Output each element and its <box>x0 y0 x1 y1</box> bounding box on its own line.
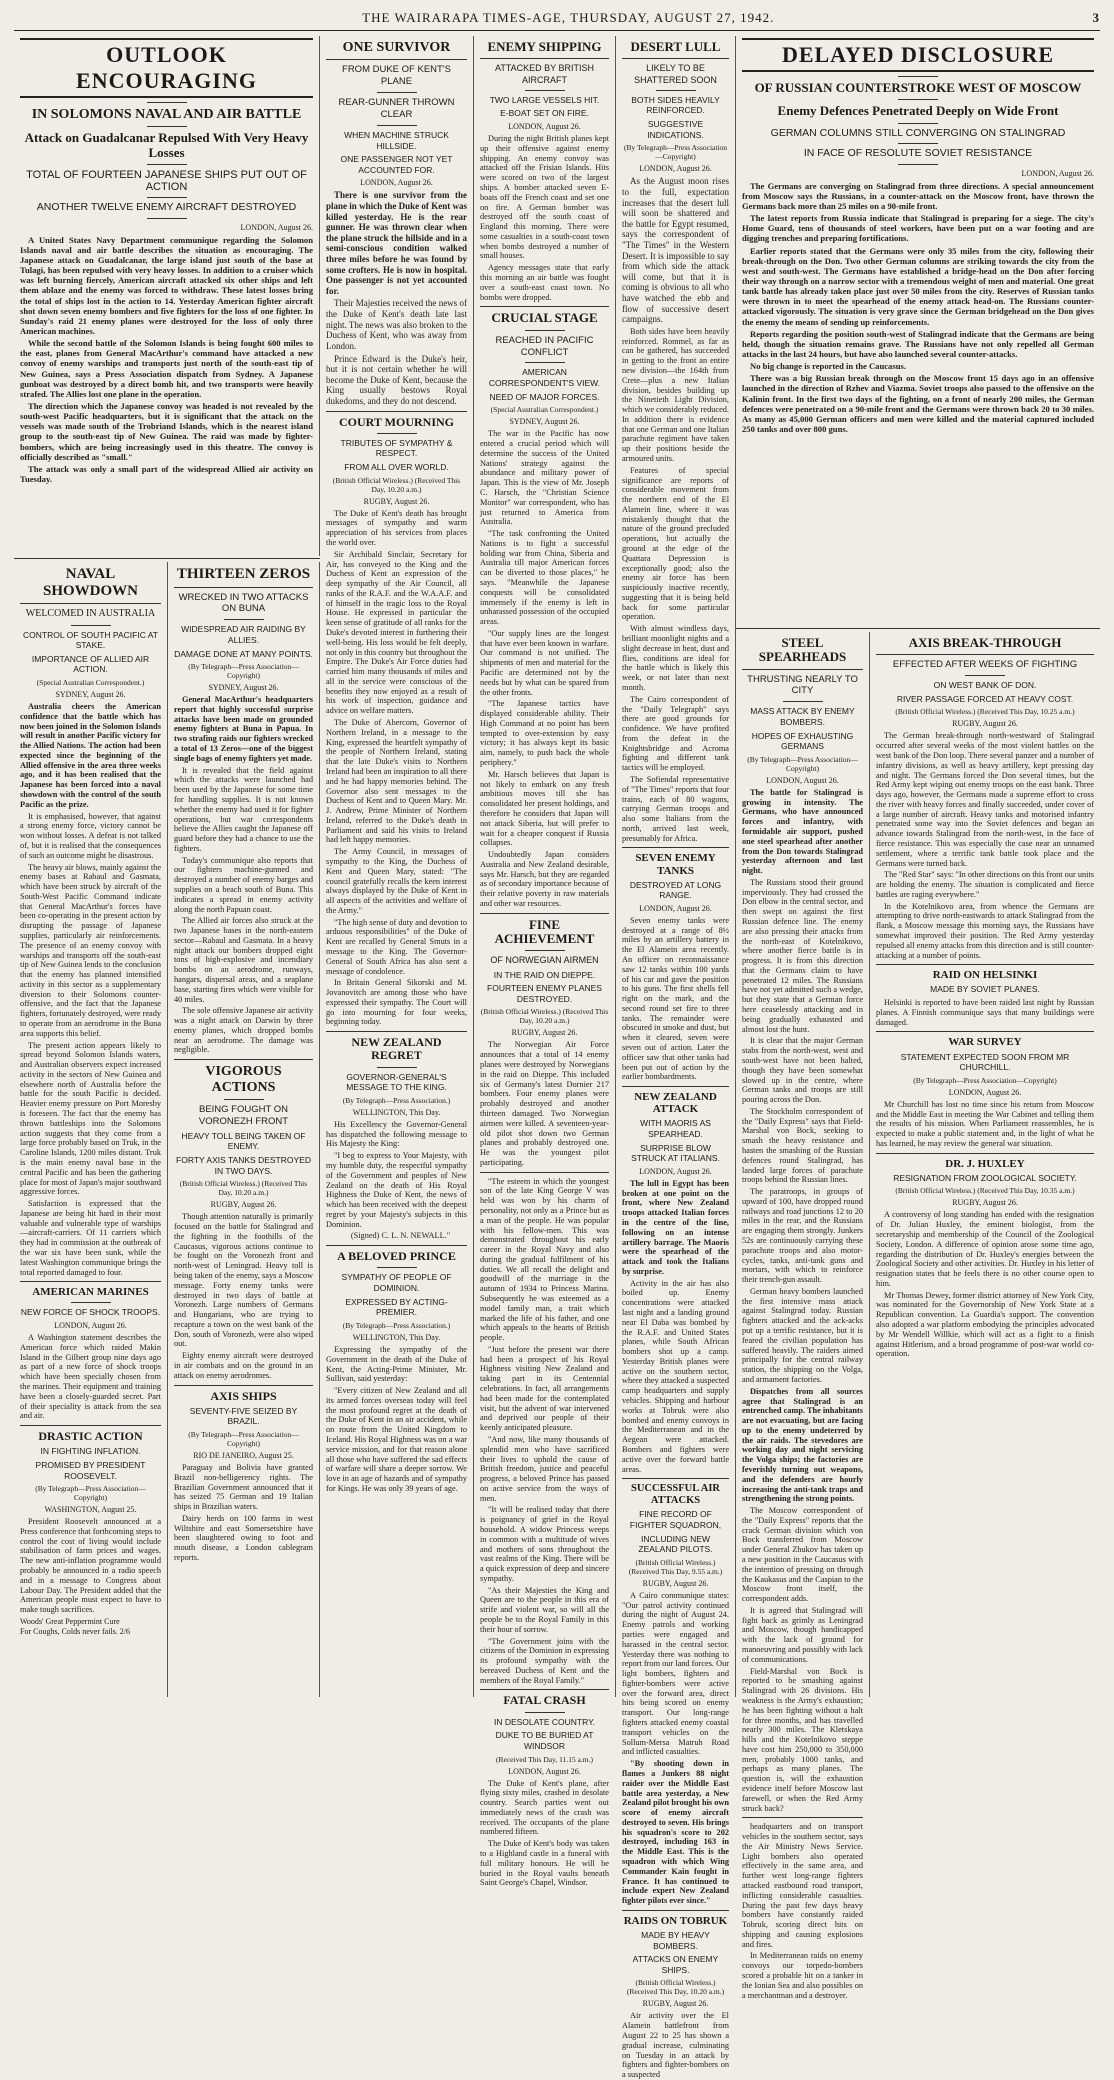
crucial-body <box>480 429 609 909</box>
delayed-subhead-1: OF RUSSIAN COUNTERSTROKE WEST OF MOSCOW <box>754 80 1082 95</box>
fine-headline: FINE ACHIEVEMENT <box>494 916 595 947</box>
raids-body <box>622 2011 729 2079</box>
breakthrough-article <box>870 632 1100 1697</box>
paragraph: As the August moon rises to the full, expectation increases that the desert lull will soon be shattered and the battle for Egypt resumed, says the correspondent of "The Times" in the Western Desert. It is impossible to say from which side the attack will come, but that it is coming is obvious to all who have watched the ebb and flow of successive desert campaigns. <box>622 176 729 325</box>
marines-headline: AMERICAN MARINES <box>32 1286 149 1299</box>
steel-body <box>742 788 863 1813</box>
paragraph: "I beg to express to Your Majesty, with my humble duty, the respectful sympathy of the Government and peoples of New Zealand on the death of His Royal Highness the Duke of Kent, the news of which has been received with the deepest regret by your Majesty's subjects in this Dominion. <box>326 1151 467 1229</box>
successful-subhead-1: FINE RECORD OF FIGHTER SQUADRON, <box>629 1509 722 1531</box>
paragraph: It is revealed that the field against which the attacks were launched had been used by the Japanese for some time for handling supplies. It is not known whether the enemy had used it for fighter operations, but war correspondents believe the Allies caught the Japanese off guard before they had a chance to use the fighters. <box>174 765 313 853</box>
fine-subhead-3: FOURTEEN ENEMY PLANES DESTROYED. <box>487 983 602 1004</box>
mourning-dateline: RUGBY, August 26. <box>363 496 430 506</box>
vigorous-subhead-3: FORTY AXIS TANKS DESTROYED IN TWO DAYS. <box>176 1155 311 1176</box>
paragraph: "It will be realised today that there is poignancy of grief in the Royal household. A widow Princess weeps in common with a multitude of wives and mothers of sons throughout the vast realms of the King. There will be a quick expression of deep and sincere sympathy. <box>480 1505 609 1583</box>
paragraph: The Duke of Kent's death has brought messages of sympathy and warm appreciation of his services from places the world over. <box>326 508 467 547</box>
nz-attack-body <box>622 1179 729 1474</box>
naval-body <box>20 702 161 1277</box>
nz-attack-headline: NEW ZEALAND ATTACK <box>634 1091 717 1116</box>
outlook-headline: OUTLOOK ENCOURAGING <box>20 38 313 98</box>
mourning-subhead-1: TRIBUTES OF SYMPATHY & RESPECT. <box>340 437 453 459</box>
advert-text: For Coughs, Colds never fails. 2/6 <box>20 1626 130 1636</box>
breakthrough-headline: AXIS BREAK-THROUGH <box>908 635 1062 650</box>
paragraph: A United States Navy Department communique regarding the Solomon Islands naval and air battle describes the situation as encouraging. The Japanese attack on Guadalcanar, the large island just south of the base at Tulagi, has been repulsed with very heavy losses. In addition to a cruiser which was left burning fiercely, American aircraft attacked six other ships and left them ablaze and the enemy was forced to withdraw. These latest losses bring the total of ships lost in the action to 14. Yesterday American fighter aircraft shot down seven enemy bombers and five fighters for the loss of one fighter. In Sunday's raid 21 enemy planes were destroyed for the loss of only three American machines. <box>20 234 313 336</box>
beloved-subhead-2: EXPRESSED BY ACTING-PREMIER. <box>345 1296 448 1318</box>
paragraph: The battle for Stalingrad is growing in intensity. The Germans, who have announced forces and infantry, with formidable air support, pushed one steel spearhead after another from the Don towards Stalingrad yesterday afternoon and last night. <box>742 787 863 876</box>
mourning-credit: (British Official Wireless.) (Received This Day, 10.20 a.m.) <box>332 475 461 494</box>
raids-subhead-2: ATTACKS ON ENEMY SHIPS. <box>632 1954 719 1975</box>
war-survey-dateline: LONDON, August 26. <box>948 1087 1022 1097</box>
outlook-dateline: LONDON, August 26. <box>240 222 313 232</box>
steel-subhead-1: THRUSTING NEARLY TO CITY <box>747 673 858 697</box>
seven-headline: SEVEN ENEMY TANKS <box>635 852 716 877</box>
paragraph: It is clear that the major German stabs from the north-west, west and south-west have not been halted, though they have been somewhat slowed up in the centre, where German tanks and troops are still pouring across the Don. <box>742 1036 863 1105</box>
marines-body <box>20 1333 161 1421</box>
paragraph: Seven enemy tanks were destroyed at a range of 8½ miles by an artillery battery in the El Alamein area recently. An officer on reconnaissance saw 12 tanks within 100 yards of his car and gave the position to his guns. The first shells fell right on the mark, and the second round set fire to three tanks. The remainder were obscured in smoke and dust, but when it cleared, seven were seven out of action. Later the officer saw that other tanks had been put out of action by the earlier bombardments. <box>622 915 729 1082</box>
paragraph: A controversy of long standing has ended with the resignation of Dr. Julian Huxley, the eminent biologist, from the secretaryship and membership of the Council of the Zoological Society, London. A difference of opinion arose some time ago, regarding the distribution of Dr. Huxley's energies between the Zoological Society and other activities. Dr. Huxley in his letter of resignation states that he feels there is no other course open to him. <box>876 1210 1094 1288</box>
mourning-subhead-2: FROM ALL OVER WORLD. <box>344 462 449 473</box>
steel-dateline: LONDON, August 26. <box>766 775 839 785</box>
crucial-subhead-1: REACHED IN PACIFIC CONFLICT <box>495 334 594 358</box>
breakthrough-credit: (British Official Wireless.) (Received This Day, 10.25 a.m.) <box>895 707 1075 717</box>
paragraph: In Mediterranean raids on enemy convoys our torpedo-bombers scored a probable hit on a tanker in the Ionian Sea and also possibles on a merchantman and a destroyer. <box>742 1951 863 2000</box>
paragraph: Undoubtedly Japan considers Australia and New Zealand desirable, says Mr. Harsch, but they are regarded as of secondary importance because of their relative poverty in raw materials and other war resources. <box>480 850 609 908</box>
enemy-shipping-headline: ENEMY SHIPPING <box>487 39 602 54</box>
thirteen-article <box>168 562 320 1697</box>
paragraph: The attack was only a small part of the widespread Allied air activity on Tuesday. <box>20 463 313 484</box>
drastic-credit: (By Telegraph—Press Association—Copyright) <box>35 1484 146 1503</box>
paragraph: Prince Edward is the Duke's heir, but it is not certain whether he will become the Duke of Kent, because the King usually bestows Royal dukedoms, and they do not descend. <box>326 353 467 406</box>
breakthrough-subhead-1: EFFECTED AFTER WEEKS OF FIGHTING <box>892 659 1078 671</box>
advert <box>20 1617 161 1636</box>
thirteen-dateline: SYDNEY, August 26. <box>208 683 279 693</box>
nz-regret-subhead: GOVERNOR-GENERAL'S MESSAGE TO THE KING. <box>346 1071 447 1093</box>
breakthrough-dateline: RUGBY, August 26. <box>952 719 1018 729</box>
masthead <box>14 6 1100 31</box>
nz-attack-dateline: LONDON, August 26. <box>639 1166 712 1176</box>
seven-body <box>622 916 729 1082</box>
thirteen-headline: THIRTEEN ZEROS <box>176 566 311 582</box>
paragraph: "The task confronting the United Nations is to fight a successful holding war from China, Siberia and Australia till major American forces can be diverted to those places," he says. "Meanwhile the Japanese conquests will be consolidated immensely if the enemy is left in unharassed possession of the occupied areas. <box>480 529 609 627</box>
fatal-dateline: LONDON, August 26. <box>508 1766 581 1776</box>
marines-dateline: LONDON, August 26. <box>54 1321 127 1331</box>
paragraph: Australia cheers the American confidence that the battle which has now been joined in the Solomon Islands will result in another Pacific victory for the Allied Nations. The action had been expected since the beginning of the Allied offensive in the area three weeks ago, and it has been realised that the Japanese has been forced into a naval showdown with the control of the south Pacific as the prize. <box>20 702 161 809</box>
fine-dateline: RUGBY, August 26. <box>511 1028 578 1038</box>
thirteen-credit: (By Telegraph—Press Association—Copyright) <box>188 662 299 681</box>
paragraph: The Norwegian Air Force announces that a total of 14 enemy planes were destroyed by Norwegians in the raid on Dieppe. This included six of Germany's latest Dornier 217 bombers. Four enemy planes were probably destroyed and another thirteen damaged. Two Norwegian airmen were killed. A seventeen-year-old pilot shot down two German planes and probably destroyed one. He was the youngest pilot participating. <box>480 1040 609 1167</box>
outlook-subhead-1: IN SOLOMONS NAVAL AND AIR BATTLE <box>31 107 302 122</box>
outlook-subhead-4: ANOTHER TWELVE ENEMY AIRCRAFT DESTROYED <box>36 201 297 214</box>
paragraph: Air activity over the El Alamein battlefront from August 22 to 25 has shown a gradual increase, culminating on Tuesday in an attack by fighters and fighter-bombers on a suspected <box>622 2011 729 2080</box>
paragraph: headquarters and on transport vehicles in the southern sector, says the Air Ministry News Service. Light bombers also operated effectively in the same area, and further west long-range fighters attacked eastbound road transport, inflicting considerable casualties. During the past few days heavy bombers have constantly raided Tobruk, scoring direct hits on shipping and causing explosions and fires. <box>742 1822 863 1949</box>
helsinki-subhead: MADE BY SOVIET PLANES. <box>930 984 1040 995</box>
raids-dateline: RUGBY, August 26. <box>642 1999 709 2009</box>
fatal-credit: (Received This Day, 11.15 a.m.) <box>496 1754 593 1764</box>
naval-headline: NAVAL SHOWDOWN <box>42 566 138 599</box>
steel-credit: (By Telegraph—Press Association—Copyright) <box>747 754 858 773</box>
beloved-dateline: WELLINGTON, This Day. <box>352 1332 441 1342</box>
outlook-body <box>20 235 313 484</box>
breakthrough-subhead-2: ON WEST BANK OF DON. <box>933 680 1037 691</box>
paragraph: Reports regarding the position south-west of Stalingrad indicate that the Germans are being held, though the situation remains grave. The Russians have not only repelled all German attacks in the last 24 hours, but have also launched several counter-attacks. <box>742 328 1094 359</box>
paragraph: Dispatches from all sources agree that Stalingrad is an entrenched camp. The inhabitants are not evacuating, but are facing up to the enemy undeterred by the air raids. The stevedores are working day and night servicing the Volga ships; the factories are feverishly turning out weapons, and the defenders are hourly increasing the anti-tank traps and strengthening the strong points. <box>742 1386 863 1504</box>
paragraph: His Excellency the Governor-General has dispatched the following message to His Majesty the King: <box>326 1119 467 1149</box>
fine-subhead-1: OF NORWEGIAN AIRMEN <box>490 955 599 966</box>
axis-ships-headline: AXIS SHIPS <box>210 1388 277 1403</box>
fatal-subhead-2: DUKE TO BE BURIED AT WINDSOR <box>495 1730 594 1751</box>
paragraph: General MacArthur's headquarters report that highly successful surprise attacks have been made on grounded enemy fighters at Buna in Papua. In two strafing raids our fighters wrecked a total of 13 Zeros—one of the biggest single bags of enemy fighters yet made. <box>174 695 313 763</box>
paragraph: The latest reports from Russia indicate that Stalingrad is preparing for a siege. The city's Home Guard, tens of thousands of steel workers, have been put on a war footing and are digging trenches and preparing fortifications. <box>742 213 1094 244</box>
nz-regret-headline: NEW ZEALAND REGRET <box>351 1035 442 1063</box>
paragraph: The Duke of Kent's body was taken to a Highland castle in a funeral with full military honours. He will be buried in the Royal vaults beneath Saint George's Chapel, Windsor. <box>480 1839 609 1888</box>
war-survey-credit: (By Telegraph—Press Association—Copyright) <box>913 1075 1057 1085</box>
fine-subhead-2: IN THE RAID ON DIEPPE. <box>493 969 596 980</box>
nz-regret-body <box>326 1120 467 1241</box>
paragraph: Eighty enemy aircraft were destroyed in air combats and on the ground in an attack on enemy aerodromes. <box>174 1351 313 1380</box>
successful-headline: SUCCESSFUL AIR ATTACKS <box>631 1483 720 1506</box>
beloved-headline: A BELOVED PRINCE <box>337 1249 456 1264</box>
paragraph: The present action appears likely to spread beyond Solomon Islands waters, and Australian observers expect increased activity in the sectors of New Guinea and elsewhere north of Australia before the battle for the south Pacific is decided. Heavier enemy pressure on Port Moresby is foreseen. The fact that the enemy has thrown battleships into the Solomons action suggests that they come from a large force probably based on Truk, in the Caroline Islands, 1200 miles distant. Truk is the main enemy naval base in the central Pacific and has been the gathering place for most of Japan's major southward aggressive forces. <box>20 1040 161 1197</box>
paragraph: Earlier reports stated that the Germans were only 35 miles from the city, following their break-through on the Don. Two other German columns are striking towards the city from the west and south-west. The Germans have established a bridge-head on the Don after forcing their way through on a narrow sector with a tremendous weight of men and material. One great tank battle has already taken place just over 50 miles from the city. Reserves of Russian tanks were thrown in to meet the spearhead of the enemy attack head-on. The Russians counter-attacked vigorously. The situation is very grave since the German bridgehead on the Don gives the enemy the means of sending up reinforcements. <box>742 245 1094 327</box>
survivor-headline: ONE SURVIVOR <box>342 40 451 55</box>
fine-credit: (British Official Wireless.) (Received This Day, 10.20 a.m.) <box>480 1007 609 1026</box>
paragraph: Satisfaction is expressed that the Japanese are being hit hard in their most valuable and vulnerable type of warships—aircraft-carriers. Of 11 carriers which they had in commission at the outbreak of the war six have been sunk, while the latest Washington communique brings the total reported damaged to four. <box>20 1199 161 1277</box>
paragraph: In Britain General Sikorski and M. Jovanovitch are among those who have expressed their sympathy. The Court will go into mourning for four weeks, beginning today. <box>326 978 467 1027</box>
vigorous-body <box>174 1212 313 1380</box>
enemy-shipping-subhead-1: ATTACKED BY BRITISH AIRCRAFT <box>494 63 595 85</box>
paragraph: It is emphasised, however, that against a strong enemy force, victory cannot be won without losses. A defeat is not talked of, but it is realised that the consequences of such an outcome might be disastrous. <box>20 811 161 860</box>
drastic-headline: DRASTIC ACTION <box>38 1429 143 1444</box>
paragraph: "The esteem in which the youngest son of the late King George V was held was won by his charm of personality, not only as a Prince but as a man of the people. He was popular with his fellow-men. This was demonstrated throughout his early career in the Royal Navy and also during the gradual fulfilment of his duties. We all recall the delight and goodwill of the marriage in the autumn of 1934 to Princess Marina. Subsequently he was esteemed as a model family man, a trait which marked the life of his father, and one which appeals to the hearts of British people. <box>480 1176 609 1343</box>
paragraph: No big change is reported in the Caucasus. <box>750 361 906 372</box>
steel-subhead-3: HOPES OF EXHAUSTING GERMANS <box>751 730 854 752</box>
war-survey-subhead: STATEMENT EXPECTED SOON FROM MR CHURCHILL. <box>900 1051 1070 1073</box>
paragraph: The Army Council, in messages of sympathy to the King, the Duchess of Kent and Queen Mary, stated: "The council gratefully recalls the keen interest always displayed by the Duke of Kent in all aspects of the activities and welfare of the Army." <box>326 847 467 915</box>
beloved-subhead-1: SYMPATHY OF PEOPLE OF DOMINION. <box>341 1272 452 1294</box>
naval-dateline: SYDNEY, August 26. <box>55 690 126 699</box>
paragraph: There is one survivor from the plane in which the Duke of Kent was killed yesterday. He is the rear gunner. He was thrown clear when the plane struck the hillside and in a semi-conscious condition walked three miles before he was found by some crofters. He is now in hospital. One passenger is not yet accounted for. <box>326 190 467 296</box>
axis-ships-credit: (By Telegraph—Press Association—Copyright) <box>188 1430 299 1448</box>
crucial-subhead-2: AMERICAN CORRESPONDENT'S VIEW. <box>488 367 601 388</box>
column-4 <box>474 36 616 1888</box>
raids-credit: (British Official Wireless.) (Received This Day, 10.20 a.m.) <box>626 1978 725 1997</box>
axis-ships-subhead: SEVENTY-FIVE SEIZED BY BRAZIL. <box>189 1405 298 1427</box>
paragraph: It is agreed that Stalingrad will fight back as grimly as Leningrad and Moscow, though handicapped with the lack of ground for manoeuvring and possibly with lack of communications. <box>742 1605 863 1664</box>
paragraph: "The Government joins with the citizens of the Dominion in expressing its profound sympathy with the bereaved Duchess of Kent and the members of the Royal Family." <box>480 1636 609 1685</box>
paragraph: The paratroops, in groups of upward of 100, have dropped round railways and road junctions 12 to 20 miles in the rear, and the Russians are engaging them strongly. Junkers 52s are continuously carrying these parachute troops and also motor-cycles, tanks, anti-tank guns and mortars, with which to reinforce their trench-gun assault. <box>742 1187 863 1285</box>
paragraph: Helsinki is reported to have been raided last night by Russian planes. A Finnish communique says that many buildings were damaged. <box>876 998 1094 1027</box>
paragraph: "As their Majesties the King and Queen are to the people in this era of strife and violent war, so will all the people be to the Royal Family in this their hour of sorrow. <box>480 1585 609 1634</box>
desert-subhead-1: LIKELY TO BE SHATTERED SOON <box>634 63 717 85</box>
paragraph: In the Kotelnikovo area, from whence the Germans are attempting to drive north-eastwards to attack Stalingrad from the flank, a Moscow message this morning says, the Russians have somewhat improved their position. The Red Army yesterday repulsed all enemy attacks from this direction and is still counter-attacking at a number of points. <box>876 901 1094 960</box>
seven-subhead: DESTROYED AT LONG RANGE. <box>629 879 722 901</box>
delayed-subhead-2: Enemy Defences Penetrated Deeply on Wide Front <box>777 103 1059 119</box>
paragraph: The Duke of Kent's plane, after flying sixty miles, crashed in desolate country. Search parties went out immediately news of the crash was received. The occupants of the plane numbered fifteen. <box>480 1778 609 1837</box>
survivor-dateline: LONDON, August 26. <box>360 178 433 188</box>
breakthrough-body <box>876 731 1094 960</box>
huxley-credit: (British Official Wireless.) (Received This Day, 10.35 a.m.) <box>895 1186 1075 1196</box>
fine-body <box>480 1040 609 1167</box>
paragraph: Field-Marshal von Bock is reported to be smashing against Stalingrad with 26 divisions. His weakness is the Army's exhaustion; he has been fighting without a halt for three months, and has travelled nearly 300 miles. The Kletskaya hills and the Kotelnikovo steppe have cost him 250,000 to 350,000 men, probably 1000 tanks, and perhaps as many planes. The question is, will the exhaustion evidence itself before Moscow last farewell, or when the Red Army struck back? <box>742 1666 863 1813</box>
beloved-credit: (By Telegraph—Press Association.) <box>342 1320 451 1330</box>
helsinki-headline: RAID ON HELSINKI <box>932 969 1038 982</box>
fatal-body <box>480 1779 609 1889</box>
thirteen-subhead-3: DAMAGE DONE AT MANY POINTS. <box>174 648 313 659</box>
paragraph: The Germans are converging on Stalingrad from three directions. A special announcement from Moscow says the Russians, in a counter-attack on the Moscow front, have thrown the Germans back more than 25 miles on a 90-mile front. <box>742 180 1094 211</box>
stalingrad-continued <box>742 1822 863 2000</box>
naval-subhead-2: CONTROL OF SOUTH PACIFIC AT STAKE. <box>23 629 158 651</box>
thirteen-body <box>174 695 313 1055</box>
enemy-shipping-dateline: LONDON, August 26. <box>508 122 581 132</box>
naval-credit: (Special Australian Correspondent.) <box>36 678 145 687</box>
advert-title: Woods' Great Peppermint Cure <box>20 1616 120 1626</box>
survivor-subhead-4: ONE PASSENGER NOT YET ACCOUNTED FOR. <box>340 154 453 175</box>
axis-ships-body <box>174 1463 313 1563</box>
delayed-headline: DELAYED DISCLOSURE <box>742 38 1094 72</box>
drastic-subhead-2: PROMISED BY PRESIDENT ROOSEVELT. <box>35 1459 146 1481</box>
survivor-body <box>326 190 467 406</box>
paragraph: The Cairo correspondent of the "Daily Telegraph" says there are good grounds for confidence. We have profited from the defeat in the Knightsbridge and Acroma fighting and different tank tactics will be employed. <box>622 694 729 773</box>
paragraph: Mr Thomas Dewey, former district attorney of New York City, was nominated for the Governorship of New York State at a Republican convention. La Guardia's support. The convention also adopted a war platform embodying the principles advocated by Mr Wendell Willkie, which will act as a fight to a finish against Hitlerism, and a broad programme of post-war world co-operation. <box>876 1290 1094 1359</box>
paragraph: German heavy bombers launched the first intensive mass attack against Stalingrad today. Russian fighters attacked and the ack-acks put up a terrific resistance, but it is feared the civilian population has suffered heavily. The raiders aimed principally for the central railway station, the shipping on the Volga, and armament factories. <box>742 1286 863 1384</box>
successful-credit: (British Official Wireless.) (Received This Day, 9.55 a.m.) <box>628 1557 723 1576</box>
desert-subhead-3: SUGGESTIVE INDICATIONS. <box>647 119 704 140</box>
paragraph: "By shooting down in flames a Junkers 88 night raider over the Middle East battle area yesterday, a New Zealand pilot brought his own score of enemy aircraft destroyed to seven. His brings his squadron's score to 202 destroyed, including 163 in the Middle East. This is the squadron with which Wing Commander Kain fought in France. It has continued to include expert New Zealand fighter pilots ever since." <box>622 1759 729 1906</box>
huxley-dateline: RUGBY, August 26. <box>952 1198 1018 1208</box>
beloved-body <box>326 1345 467 1494</box>
paragraph: The Moscow correspondent of the "Daily Express" reports that the crack German division which von Bock transferred from Moscow under General Zhukov has taken up a new position in the Caucasus with the intention of pressing on through the Kaukasus and the Caspian to the Moscow front itself, the correspondent adds. <box>742 1506 863 1604</box>
vigorous-subhead-2: HEAVY TOLL BEING TAKEN OF ENEMY. <box>181 1130 306 1152</box>
fatal-headline: FATAL CRASH <box>503 1693 586 1708</box>
paragraph: The sole offensive Japanese air activity was a night attack on Darwin by three enemy planes, which dropped bombs near an aerodrome. The damage was negligible. <box>174 1006 313 1055</box>
mourning-body <box>326 509 467 1028</box>
desert-body <box>622 176 729 843</box>
paragraph: "Every citizen of New Zealand and all its armed forces overseas today will feel the most profound regret at the death of the Duke of Kent in an air accident, while on route from the United Kingdom to Iceland. His Royal Highness was on a war service mission, and for that reason alone all those who have suffered the sad effects of warfare will share a deeper sorrow. We love in an age of hazards and of sympathy for Kings. He was only 39 years of age. <box>326 1386 467 1493</box>
paragraph: Both sides have been heavily reinforced. Rommel, as far as can be gathered, has succeeded in getting to the front an entire new division—the 164th from Crete—plus a new Italian division, besides building up the Ninetieth Light Division, which we considerably reduced. In addition there is evidence that one German and one Italian parachute regiment have taken up their positions beside the armoured units. <box>622 326 729 463</box>
delayed-dateline: LONDON, August 26. <box>1021 168 1094 178</box>
vigorous-subhead-1: BEING FOUGHT ON VORONEZH FRONT <box>198 1104 289 1127</box>
outlook-subhead-2: Attack on Guadalcanar Repulsed With Very Heavy Losses <box>24 130 309 160</box>
desert-credit: (By Telegraph—Press Association—Copyright) <box>623 143 728 162</box>
survivor-subhead-1: FROM DUKE OF KENT'S PLANE <box>342 64 451 88</box>
paragraph: The Stockholm correspondent of the "Daily Express" says that Field-Marshal von Bock, seeking to smash the heavy resistance and hasten the smashing of the Russian defences round Stalingrad, has landed large forces of parachute troops behind the Russian lines. <box>742 1106 863 1185</box>
paragraph: The heavy air blows, mainly against the enemy bases at Rabaul and Gasmata, which have been struck by aircraft of the South-West Pacific Command indicate that General MacArthur's forces have been co-operating in the present action by disrupting the passage of Japanese supplies, particularly air reinforcements. The presence of an enemy convoy with warships and transports off the south-east tip of New Guinea lends to the conclusion that the enemy has planned intensified activity in this sector as a supplementary diversion to their Solomons counter-offensive, and the fact that the Japanese fighters, fortunately destroyed, were ready to operate from an aerodrome in the Buna area supports this belief. <box>20 862 161 1038</box>
drastic-body <box>20 1517 161 1615</box>
paragraph: The lull in Egypt has been broken at one point on the front, where New Zealand troops attacked Italian forces in the centre of the line, following on an intense artillery barrage. The Maoris were the spearhead of the attack and took the Italians by surprise. <box>622 1178 729 1276</box>
paragraph: A Washington statement describes the American force which raided Makin Island in the Gilbert group nine days ago as part of a new force of shock troops which have been specially chosen from the marines. Their equipment and training have been a closely-guarded secret. Part of their speciality is attack from the sea and air. <box>20 1333 161 1421</box>
desert-dateline: LONDON, August 26. <box>639 164 712 174</box>
crucial-dateline: SYDNEY, August 26. <box>509 417 580 427</box>
raids-subhead-1: MADE BY HEAVY BOMBERS. <box>641 1929 710 1951</box>
huxley-body <box>876 1210 1094 1359</box>
vigorous-credit: (British Official Wireless.) (Received This Day, 10.20 a.m.) <box>179 1179 308 1198</box>
paragraph: The Duke of Abercorn, Governor of Northern Ireland, in a message to the King, expressed the heartfelt sympathy of the people of Northern Ireland, stating that the late Duke's visits to Northern Ireland had been an inspiration to all there and he had happy memories behind. The Governor also sent messages to the Duchess of Kent and to Queen Mary. Mr. J. Andrew, Prime Minister of Northern Ireland, referred to the Duke's death in Parliament and said his visits to Ireland had left happy memories. <box>326 718 467 845</box>
paragraph: The Allied air forces also struck at the two Japanese bases in the north-eastern sector—Rabaul and Gasmata. In a heavy night attack our bombers dropped eight tons of high-explosive and incendiary bombs on an aerodrome, runways, hangars, dispersal areas, and a seaplane base, starting fires which were visible for 40 miles. <box>174 916 313 1004</box>
vigorous-headline: VIGOROUS ACTIONS <box>205 1064 282 1095</box>
naval-subhead-3: IMPORTANCE OF ALLIED AIR ACTION. <box>31 653 150 675</box>
desert-subhead-2: BOTH SIDES HEAVILY REINFORCED. <box>631 94 720 116</box>
crucial-headline: CRUCIAL STAGE <box>491 310 598 326</box>
page-number: 3 <box>1092 10 1100 25</box>
paragraph: Though attention naturally is primarily focused on the battle for Stalingrad and the fighting in the foothills of the Caucasus, vigorous actions continue to be fought on the Voronezh front and north-west of Leningrad. Heavy toll is being taken of the enemy, says a Moscow message. Forty enemy tanks were destroyed in two days of battle at Voronezh. Large numbers of Germans and Hungarians, who are trying to recapture a town on the west bank of the Don, south of Voronezh, were also wiped out. <box>174 1212 313 1349</box>
enemy-shipping-body <box>480 134 609 302</box>
delayed-article <box>736 36 1100 626</box>
paragraph: Agency messages state that early this morning an air battle was fought over a south-east coast town. No bombs were dropped. <box>480 263 609 302</box>
paragraph: Mr. Harsch believes that Japan is not likely to embark on any fresh ambitious moves till she has consolidated her present holdings, and therefore he considers that Japan will not attack Siberia, but will prefer to wait for a cheaper conquest if Russia collapses. <box>480 769 609 848</box>
paragraph: The Russians stood their ground imperviously. They had crossed the Don elbow in the central sector, and then swept on against the first Russian defence line. The enemy are also pressing their attacks from the north-east of Kotelnikovo, where another fierce battle is in progress. It is from this direction that the Germans claim to have penetrated 12 miles. The Russians have not yet admitted such a wedge, but they state that a German force here ceaselessly attacking and in being gradually exhausted and almost lost the hunt. <box>742 877 863 1034</box>
nz-regret-credit: (By Telegraph—Press Association.) <box>342 1095 451 1105</box>
column-5 <box>616 36 736 2080</box>
war-survey-headline: WAR SURVEY <box>948 1036 1022 1049</box>
desert-headline: DESERT LULL <box>630 39 721 54</box>
signature: (Signed) C. L. N. NEWALL." <box>350 1231 451 1241</box>
drastic-subhead-1: IN FIGHTING INFLATION. <box>40 1446 141 1457</box>
successful-dateline: RUGBY, August 26. <box>642 1578 709 1588</box>
huxley-subhead: RESIGNATION FROM ZOOLOGICAL SOCIETY. <box>893 1172 1077 1183</box>
nz-attack-subhead-2: SURPRISE BLOW STRUCK AT ITALIANS. <box>631 1142 720 1164</box>
steel-headline: STEEL SPEARHEADS <box>758 635 847 665</box>
paragraph: Features of special significance are reports of considerable movement from the northern end of the El Alamein line, where it was mistakenly thought that the nature of the ground precluded operations, but actually the ground at the edge of the Quattara Depression is exceptionally good; also the enemy air force has been suspiciously inactive recently, suggesting that it is being held back for some particular operation. <box>622 465 729 622</box>
enemy-shipping-subhead-2: TWO LARGE VESSELS HIT. <box>489 94 600 105</box>
paragraph: "The Japanese tactics have displayed considerable ability. Their High Command at no point has been tempted to over-extension by easy victory; it has always kept its basic aim, namely, to push back the whole periphery." <box>480 699 609 768</box>
successful-subhead-2: INCLUDING NEW ZEALAND PILOTS. <box>638 1533 713 1555</box>
paragraph: Today's communique also reports that our fighters machine-gunned and destroyed a number of enemy barges and supplies on a beach south of Buna. This indicates a spread in enemy activity along the north Papuan coast. <box>174 855 313 914</box>
crucial-subhead-3: NEED OF MAJOR FORCES. <box>489 391 600 402</box>
naval-article <box>14 562 168 1697</box>
axis-ships-dateline: RIO DE JANEIRO, August 25. <box>193 1451 294 1460</box>
enemy-shipping-subhead-3: E-BOAT SET ON FIRE. <box>500 108 589 119</box>
thirteen-subhead-2: WIDESPREAD AIR RAIDING BY ALLIES. <box>181 624 306 645</box>
outlook-subhead-3: TOTAL OF FOURTEEN JAPANESE SHIPS PUT OUT OF ACTION <box>26 168 307 194</box>
paragraph: "Our supply lines are the longest that have ever been known in warfare. Our command is not unified. The shipments of men and material for the Pacific are determined not by the needs but by what can be spared from the other fronts. <box>480 628 609 697</box>
outlook-article <box>14 36 320 556</box>
delayed-body <box>742 181 1094 434</box>
paragraph: The German break-through north-westward of Stalingrad occurred after several weeks of the most violent battles on the west bank of the Don loop. There several panzer and a number of infantry divisions, as well as heavy artillery, kept pressing day and night. The Germans forced the Don several times, but the Red Army kept wiping out enemy troops on the east bank. Three days ago, however, the Germans made a supreme effort to cross the river with heavy forces and finally succeeded, under cover of a large number of aircraft. Heavy tanks and motorised infantry penetrated some way into the Soviet defences and began an advance towards Stalingrad from the north-west, in the face of fierce resistance. This was especially the case near an unnamed settlement, where a terrific tank battle took place and the Germans were turned back. <box>876 731 1094 868</box>
fatal-subhead-1: IN DESOLATE COUNTRY. <box>493 1716 596 1727</box>
steel-subhead-2: MASS ATTACK BY ENEMY BOMBERS. <box>750 706 855 727</box>
nz-regret-dateline: WELLINGTON, This Day. <box>352 1107 441 1117</box>
paragraph: With almost windless days, brilliant moonlight nights and a slight decrease in heat, dust and flies, conditions are ideal for the battle which is likely this week, or not later than next month. <box>622 624 729 692</box>
thirteen-subhead-1: WRECKED IN TWO ATTACKS ON BUNA <box>178 591 309 615</box>
paragraph: While the second battle of the Solomon Islands is being fought 600 miles to the east, planes from General MacArthur's command have attacked a new convoy of enemy warships and transports just north of the south-east tip of New Guinea, says a Press Association dispatch from Sydney. A Japanese gunboat was destroyed by a direct bomb hit, and two transports were heavily strafed. The Allies lost one plane in the operation. <box>20 338 313 399</box>
paragraph: Their Majesties received the news of the Duke of Kent's death late last night. The news was also broken to the Duchess of Kent, who was away from London. <box>326 298 467 351</box>
paragraph: There was a big Russian break through on the Moscow front 15 days ago in an offensive launched in the direction of Rzhev and Viazma. Soviet troops also passed to the offensive on the Kalinin front. In the first two days of the fighting, on a front of nearly 200 miles, the German defences were penetrated on a 90-mile front and the Germans were thrown back 20 to 30 miles. As many as 45,000 German officers and men were killed and the material captured included 250 tanks and over 800 guns. <box>742 373 1094 434</box>
vigorous-dateline: RUGBY, August 26. <box>210 1200 277 1210</box>
paragraph: Expressing the sympathy of the Government in the death of the Duke of Kent, the Acting-Prime Minister, Mr. Sullivan, said yesterday: <box>326 1344 467 1384</box>
war-survey-body <box>876 1100 1094 1149</box>
helsinki-body <box>876 998 1094 1027</box>
paragraph: Dairy herds on 100 farms in west Wiltshire and east Somersetshire have been slaughtered owing to foot and mouth disease, a London cablegram reports. <box>174 1513 313 1563</box>
paragraph: Paraguay and Bolivia have granted Brazil non-belligerency rights. The Brazilian Government announced that it has seized 75 German and 19 Italian ships in Brazilian waters. <box>174 1463 313 1512</box>
steel-article <box>736 632 870 2000</box>
marines-subhead: NEW FORCE OF SHOCK TROOPS. <box>20 1307 161 1318</box>
paragraph: "And now, like many thousands of splendid men who have sacrificed their lives to uphold the cause of British freedom, justice and peaceful progress, a beloved Prince has passed on active service from the ways of men. <box>480 1434 609 1503</box>
seven-dateline: LONDON, August 26. <box>639 903 712 913</box>
paragraph: A Cairo communique states: "Our patrol activity continued during the night of August 24. Enemy patrols and working parties were engaged and harassed in the central sector. Yesterday there was nothing to report from our land forces. Our light bombers, fighters and fighter-bombers were active over the forward area, direct hits being scored on enemy transport. Our long-range fighters attacked enemy coastal transport vehicles on the Sollum-Mersa Matruh Road and inflicted casualties. <box>622 1590 729 1757</box>
paragraph: The direction which the Japanese convoy was headed is not revealed by the south-west Pacific headquarters, but it is significant that the attack on the vessels was made south of the Trobriand Islands, which is the nearest island group to the south-east tip of New Guinea. The raid was made by fighter-bombers, which are being increasingly used in this theatre. The convoy is officially described as "small." <box>20 400 313 462</box>
masthead-title: THE WAIRARAPA TIMES-AGE, THURSDAY, AUGUST 27, 1942. <box>362 10 775 25</box>
paragraph: Sir Archibald Sinclair, Secretary for Air, has conveyed to the King and the Duchess of Kent an expression of the deep sympathy of the Air Council, all ranks of the R.A.F. and the W.A.A.F. and of himself in the tragic loss to the Royal House. He expressed in particular the keen sense of gratitude of all ranks for the Duke's devoted interest in furthering their well-being. His loss would be felt deeply, not only in this country but throughout the Empire. The Duke's Air Force duties had carried him many thousands of miles and all in the service were conscious of the benefits they now enjoyed as a result of his work of inspection, guidance and advice on welfare matters. <box>326 549 467 716</box>
nz-attack-subhead-1: WITH MAORIS AS SPEARHEAD. <box>640 1118 711 1139</box>
successful-body <box>622 1591 729 1906</box>
survivor-subhead-2: REAR-GUNNER THROWN CLEAR <box>338 97 455 121</box>
raids-headline: RAIDS ON TOBRUK <box>623 1914 728 1927</box>
paragraph: The Sofiendal representative of "The Times" reports that four trains, each of 80 wagons, carrying German troops and also some Italians from the north, arrived last week, presumably for Africa. <box>622 774 729 843</box>
paragraph: The "Red Star" says: "In other directions on this front our units are holding the enemy. The situation is complicated and fierce battles are raging everywhere." <box>876 870 1094 899</box>
paragraph: "The high sense of duty and devotion to arduous responsibilities" of the Duke of Kent are recalled by General Smuts in a message to the King. The Governor-General of South Africa has also sent a message of condolence. <box>326 917 467 976</box>
delayed-subhead-3: GERMAN COLUMNS STILL CONVERGING ON STALINGRAD <box>770 126 1066 139</box>
delayed-subhead-4: IN FACE OF RESOLUTE SOVIET RESISTANCE <box>803 147 1033 160</box>
paragraph: President Roosevelt announced at a Press conference that forthcoming steps to control the cost of living would include stabilisation of farm prices and wages. The new anti-inflation programme would probably be announced in a radio speech and in a message to Congress about Labour Day. The President added that the American people must expect to have to make tough sacrifices. <box>20 1517 161 1615</box>
column-3 <box>320 36 474 1697</box>
huxley-headline: DR. J. HUXLEY <box>945 1157 1025 1170</box>
survivor-subhead-3: WHEN MACHINE STRUCK HILLSIDE. <box>344 129 449 151</box>
paragraph: Mr Churchill has lost no time since his return from Moscow and the Middle East in meeting the War Cabinet and telling them the results of his mission. When Parliament reassembles, he is expected to make a public statement and, in the light of what he has learned, he may review the general war situation. <box>876 1099 1094 1148</box>
paragraph: Activity in the air has also boiled up. Enemy concentrations were attacked last night and a landing ground near El Daba was bombed by the R.A.F. and United States planes, while South African bombers shot up a camp. Yesterday British planes were active on the southern sector, where they attacked a suspected camp headquarters and supply vehicles. Shipping and harbour works at Tobruk were also bombed and enemy convoys in the Mediterranean and in the Aegean were attacked. Bombers and fighters were active over the forward battle areas. <box>622 1278 729 1474</box>
paragraph: During the night British planes kept up their offensive against enemy shipping. An enemy convoy was attacked off the Frisian Islands. Hits were scored on two of the largest ships. A bomber attacked seven E-boats off the French coast and set one on fire. A German bomber was destroyed off the south coast of England this morning. There were some casualties in a south-coast town when bombs destroyed a number of small houses. <box>480 134 609 261</box>
beloved-continued <box>480 1177 609 1686</box>
drastic-dateline: WASHINGTON, August 25. <box>44 1505 137 1515</box>
paragraph: "Just before the present war there had been a prospect of his Royal Highness visiting New Zealand and taking part in its Centennial celebrations. In fact, all arrangements had been made for the contemplated visit, but the advent of war intervened and deprived our people of their keenly anticipated pleasure. <box>480 1344 609 1433</box>
mourning-headline: COURT MOURNING <box>338 414 455 429</box>
breakthrough-subhead-3: RIVER PASSAGE FORCED AT HEAVY COST. <box>896 693 1074 704</box>
naval-subhead-1: WELCOMED IN AUSTRALIA <box>25 608 156 619</box>
paragraph: The war in the Pacific has now entered a crucial period which will determine the success of the United Nations' strategy against the abundance and military power of Japan. This is the view of Mr. Joseph C. Harsch, the "Christian Science Monitor" war correspondent, who has just returned to America from Australia. <box>480 429 609 527</box>
crucial-credit: (Special Australian Correspondent.) <box>490 405 599 415</box>
